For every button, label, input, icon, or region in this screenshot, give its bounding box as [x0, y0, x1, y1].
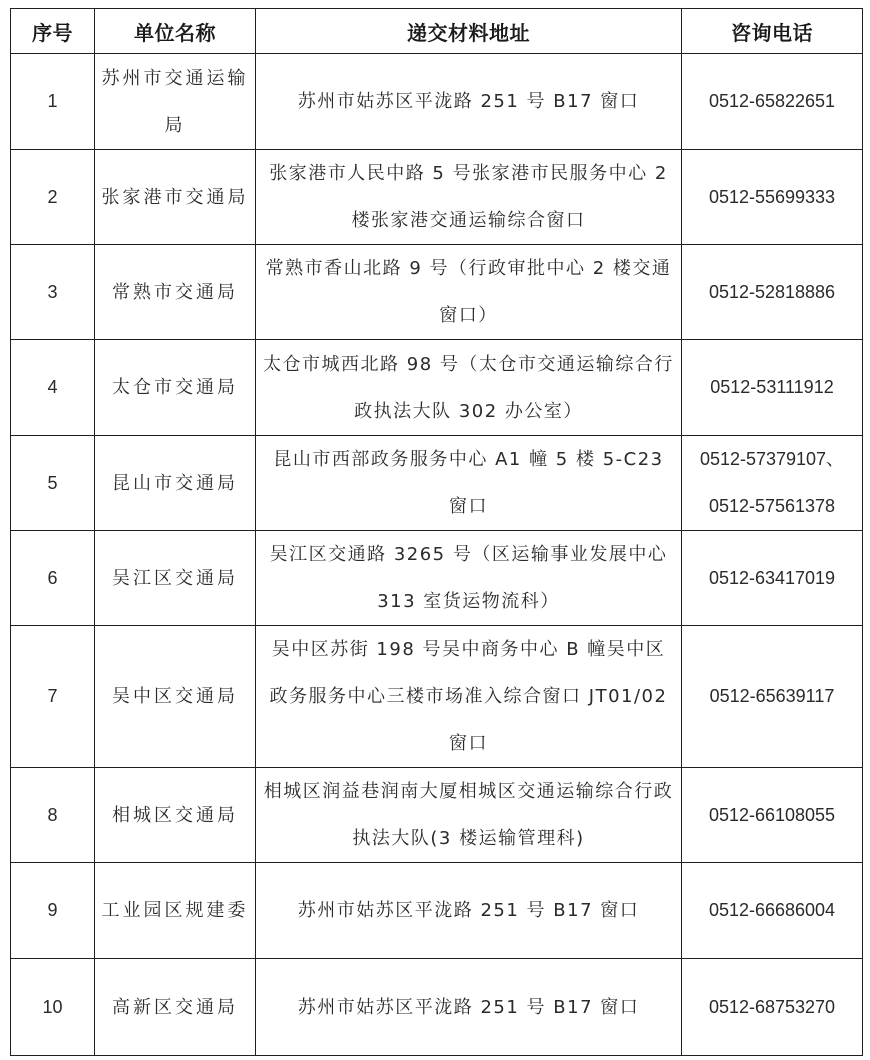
phone-cell: 0512-66686004	[682, 863, 863, 959]
phone-cell: 0512-68753270	[682, 959, 863, 1056]
seq-cell: 2	[11, 150, 95, 245]
address-cell: 相城区润益巷润南大厦相城区交通运输综合行政执法大队(3 楼运输管理科)	[256, 768, 682, 863]
table-row	[11, 245, 863, 340]
header-phone: 咨询电话	[682, 9, 863, 54]
seq-cell: 7	[11, 626, 95, 768]
phone-cell: 0512-65639117	[682, 626, 863, 768]
office-contact-table	[10, 8, 863, 1056]
table-row	[11, 54, 863, 150]
address-cell: 昆山市西部政务服务中心 A1 幢 5 楼 5-C23 窗口	[256, 436, 682, 531]
document-page	[10, 8, 862, 1056]
seq-cell: 4	[11, 340, 95, 436]
phone-cell: 0512-65822651	[682, 54, 863, 150]
header-address: 递交材料地址	[256, 9, 682, 54]
table-row	[11, 959, 863, 1056]
table-row	[11, 150, 863, 245]
seq-cell: 10	[11, 959, 95, 1056]
table-body	[11, 54, 863, 1056]
address-cell: 苏州市姑苏区平泷路 251 号 B17 窗口	[256, 863, 682, 959]
seq-cell: 9	[11, 863, 95, 959]
table-row	[11, 768, 863, 863]
unit-cell: 高新区交通局	[95, 959, 256, 1056]
address-cell: 常熟市香山北路 9 号（行政审批中心 2 楼交通窗口）	[256, 245, 682, 340]
header-unit: 单位名称	[95, 9, 256, 54]
seq-cell: 1	[11, 54, 95, 150]
unit-cell: 张家港市交通局	[95, 150, 256, 245]
address-cell: 太仓市城西北路 98 号（太仓市交通运输综合行政执法大队 302 办公室）	[256, 340, 682, 436]
table-header	[11, 9, 863, 54]
table-row	[11, 626, 863, 768]
phone-cell: 0512-63417019	[682, 531, 863, 626]
unit-cell: 常熟市交通局	[95, 245, 256, 340]
unit-cell: 相城区交通局	[95, 768, 256, 863]
phone-cell: 0512-57379107、0512-57561378	[682, 436, 863, 531]
unit-cell: 苏州市交通运输局	[95, 54, 256, 150]
seq-cell: 8	[11, 768, 95, 863]
unit-cell: 吴江区交通局	[95, 531, 256, 626]
unit-cell: 工业园区规建委	[95, 863, 256, 959]
address-cell: 吴中区苏街 198 号吴中商务中心 B 幢吴中区政务服务中心三楼市场准入综合窗口 JT01/02 窗口	[256, 626, 682, 768]
address-cell: 苏州市姑苏区平泷路 251 号 B17 窗口	[256, 959, 682, 1056]
unit-cell: 昆山市交通局	[95, 436, 256, 531]
seq-cell: 5	[11, 436, 95, 531]
address-cell: 吴江区交通路 3265 号（区运输事业发展中心 313 室货运物流科）	[256, 531, 682, 626]
table-row	[11, 863, 863, 959]
unit-cell: 太仓市交通局	[95, 340, 256, 436]
phone-cell: 0512-66108055	[682, 768, 863, 863]
table-row	[11, 436, 863, 531]
seq-cell: 3	[11, 245, 95, 340]
phone-cell: 0512-52818886	[682, 245, 863, 340]
table-row	[11, 531, 863, 626]
unit-cell: 吴中区交通局	[95, 626, 256, 768]
seq-cell: 6	[11, 531, 95, 626]
address-cell: 苏州市姑苏区平泷路 251 号 B17 窗口	[256, 54, 682, 150]
phone-cell: 0512-55699333	[682, 150, 863, 245]
header-seq: 序号	[11, 9, 95, 54]
header-row	[11, 9, 863, 54]
address-cell: 张家港市人民中路 5 号张家港市民服务中心 2 楼张家港交通运输综合窗口	[256, 150, 682, 245]
phone-cell: 0512-53111912	[682, 340, 863, 436]
table-row	[11, 340, 863, 436]
